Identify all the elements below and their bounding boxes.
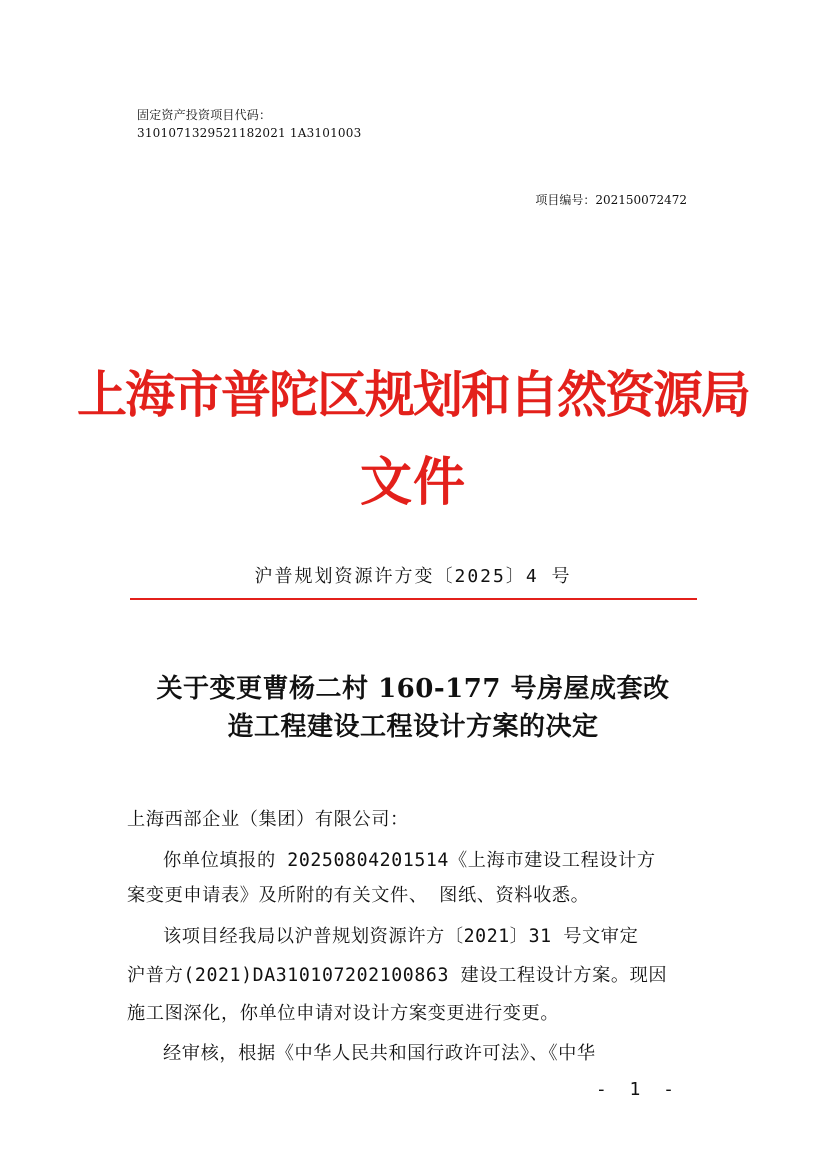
body-line: 沪普方(2021)DA310107202100863 建设工程设计方案。现因	[127, 965, 668, 986]
addressee: 上海西部企业（集团）有限公司：	[127, 809, 409, 830]
document-title-line-1: 关于变更曹杨二村 160-177 号房屋成套改	[156, 674, 670, 704]
red-divider	[130, 598, 697, 600]
document-number: 沪普规划资源许方变〔2025〕4 号	[254, 566, 572, 587]
agency-doc-type: 文件	[359, 452, 466, 513]
agency-name: 上海市普陀区规划和自然资源局	[77, 365, 749, 424]
body-line: 该项目经我局以沪普规划资源许方〔2021〕31 号文审定	[163, 926, 639, 947]
project-number: 项目编号：202150072472	[535, 193, 687, 207]
fixed-asset-code-label: 固定资产投资项目代码：	[137, 108, 272, 122]
document-title-line-2: 造工程建设工程设计方案的决定	[227, 712, 599, 742]
page-number: - 1 -	[595, 1079, 680, 1100]
fixed-asset-code: 3101071329521182021 1A3101003	[137, 126, 362, 140]
body-line: 案变更申请表》及所附的有关文件、 图纸、资料收悉。	[127, 885, 590, 906]
body-line: 你单位填报的 20250804201514《上海市建设工程设计方	[163, 850, 656, 871]
body-line: 施工图深化，你单位申请对设计方案变更进行变更。	[127, 1003, 560, 1024]
body-line: 经审核，根据《中华人民共和国行政许可法》、《中华	[163, 1043, 596, 1064]
